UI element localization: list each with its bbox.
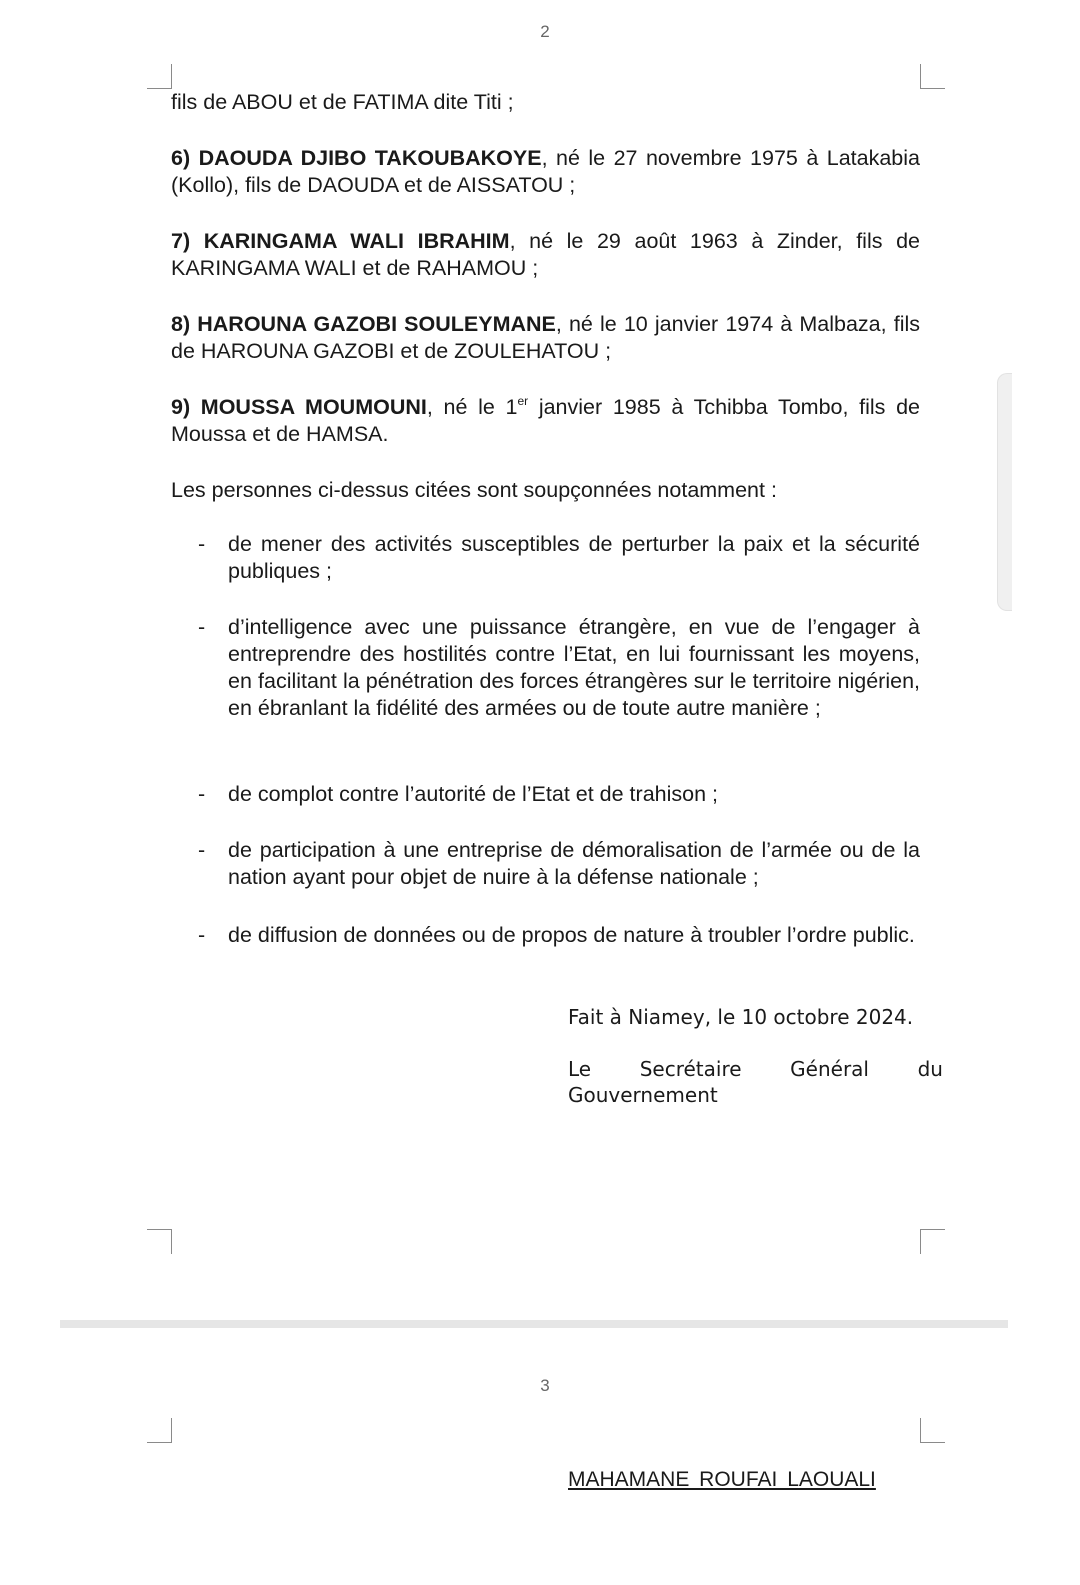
title-word: Secrétaire <box>639 1057 742 1081</box>
margin-corner-top-right <box>920 64 945 89</box>
margin-corner-top-left-page3 <box>147 1418 172 1443</box>
parent-line: fils de ABOU et de FATIMA dite Titi ; <box>171 90 514 114</box>
title-word: Général <box>790 1057 869 1081</box>
signatory-title <box>568 1056 943 1108</box>
title-word: du <box>917 1057 943 1081</box>
bullet-dash: - <box>198 782 206 806</box>
bullet-text: d’intelligence avec une puissance étrangère, en vue de l’engager à entreprendre des hostilités contre l’Etat, en lui fournissant les moyens, en facilitant la pénétration des forces étrangères sur le territoire nigérien, en ébranlant la fidélité des armées ou de toute autre manière ; <box>228 615 920 720</box>
page-number-top: 2 <box>540 22 550 41</box>
person-9-details: janvier 1985 à Tchibba Tombo, fils de Moussa et de HAMSA. <box>171 395 921 446</box>
bullet-text: de participation à une entreprise de démoralisation de l’armée ou de la nation ayant pour objet de nuire à la défense nationale ; <box>228 838 920 889</box>
signatory-name: MAHAMANE ROUFAI LAOUALI <box>568 1468 876 1491</box>
bullet-dash: - <box>198 532 206 556</box>
margin-corner-bottom-right <box>920 1229 945 1254</box>
person-7-details: , né le 29 août 1963 à Zinder, fils de KARINGAMA WALI et de RAHAMOU ; <box>171 229 920 280</box>
bullet-text: de complot contre l’autorité de l’Etat et de trahison ; <box>228 782 718 806</box>
person-8-name: 8) HAROUNA GAZOBI SOULEYMANE <box>171 312 556 336</box>
person-9-superscript: er <box>517 394 529 408</box>
person-6-details: , né le 27 novembre 1975 à Latakabia (Kollo), fils de DAOUDA et de AISSATOU ; <box>171 146 920 197</box>
margin-corner-top-right-page3 <box>920 1418 945 1443</box>
person-item-9 <box>171 394 920 448</box>
suspicion-intro: Les personnes ci-dessus citées sont soupçonnées notamment : <box>171 478 777 502</box>
bullet-dash: - <box>198 615 206 639</box>
person-8-details: , né le 10 janvier 1974 à Malbaza, fils de HAROUNA GAZOBI et de ZOULEHATOU ; <box>171 312 920 363</box>
person-9-details-pre: , né le 1 <box>426 395 518 419</box>
bullet-dash: - <box>198 923 206 947</box>
person-item-6 <box>171 145 920 199</box>
place-date: Fait à Niamey, le 10 octobre 2024. <box>568 1005 914 1029</box>
side-scroll-handle[interactable] <box>997 373 1012 611</box>
bullet-text: de mener des activités susceptibles de perturber la paix et la sécurité publiques ; <box>228 532 920 583</box>
person-item-8 <box>171 311 920 365</box>
person-9-name: 9) MOUSSA MOUMOUNI <box>171 395 427 419</box>
bullet-dash: - <box>198 838 206 862</box>
signatory-title-line2: Gouvernement <box>568 1083 718 1107</box>
bullet-text: de diffusion de données ou de propos de nature à troubler l’ordre public. <box>228 923 915 947</box>
person-6-name: 6) DAOUDA DJIBO TAKOUBAKOYE <box>171 146 542 170</box>
person-7-name: 7) KARINGAMA WALI IBRAHIM <box>171 229 510 253</box>
person-item-7 <box>171 228 920 282</box>
margin-corner-bottom-left <box>147 1229 172 1254</box>
signatory-title-line1 <box>568 1056 943 1082</box>
page-divider <box>60 1320 1008 1328</box>
margin-corner-top-left <box>147 64 172 89</box>
title-word: Le <box>568 1057 592 1081</box>
page-number-bottom: 3 <box>540 1376 550 1395</box>
